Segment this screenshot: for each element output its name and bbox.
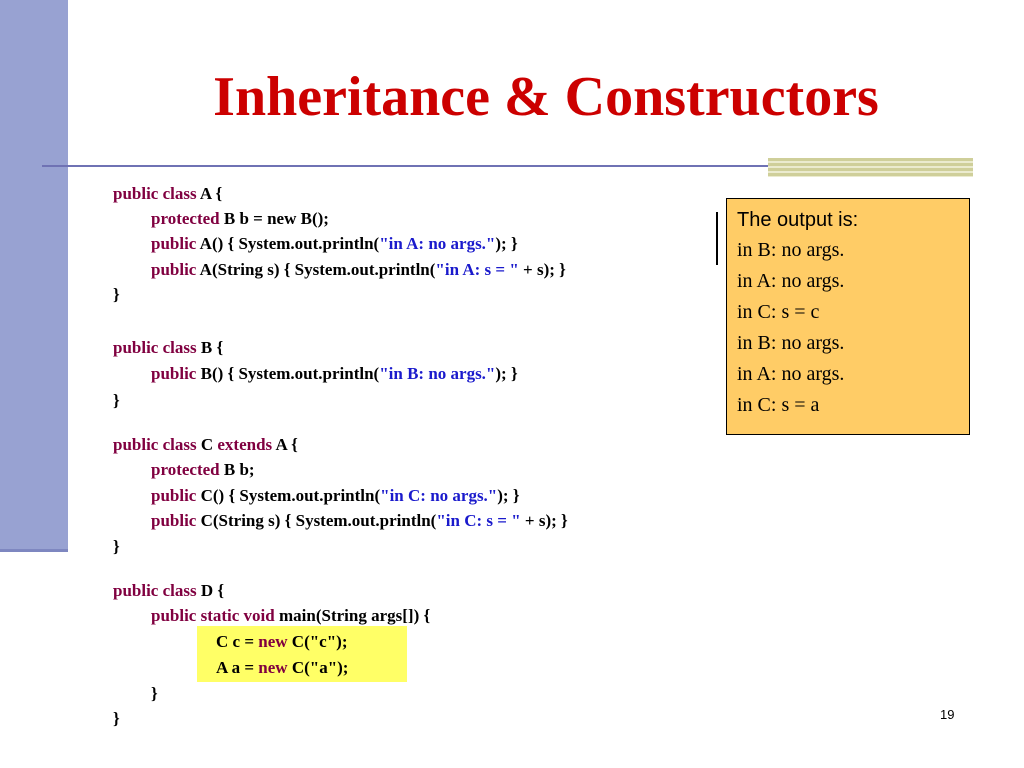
code-line-a-close: } bbox=[113, 285, 120, 304]
output-line: in B: no args. bbox=[737, 239, 845, 261]
output-line: in A: no args. bbox=[737, 270, 845, 292]
output-line: in B: no args. bbox=[737, 332, 845, 354]
code-line-c-close: } bbox=[113, 537, 120, 556]
output-line: in C: s = c bbox=[737, 301, 820, 323]
code-line-c-ctor-s: public C(String s) { System.out.println("in C: s = " + s); } bbox=[151, 511, 568, 530]
code-line-a-ctor: public A() { System.out.println("in A: no args."); } bbox=[151, 234, 518, 253]
code-line-d-main: public static void main(String args[]) { bbox=[151, 606, 431, 625]
slide-title: Inheritance & Constructors bbox=[213, 66, 879, 128]
code-line-d-decl: public class D { bbox=[113, 581, 225, 600]
code-line-a-decl: public class A { bbox=[113, 184, 223, 203]
code-line-c-field: protected B b; bbox=[151, 460, 255, 479]
callout-bracket bbox=[716, 212, 721, 265]
code-line-d-stmt1: C c = new C("c"); bbox=[216, 632, 348, 651]
code-line-b-close: } bbox=[113, 391, 120, 410]
code-line-d-close: } bbox=[113, 709, 120, 728]
code-line-b-decl: public class B { bbox=[113, 338, 224, 357]
output-box bbox=[726, 198, 970, 435]
code-line-d-stmt2: A a = new C("a"); bbox=[216, 658, 349, 677]
code-line-c-decl: public class C extends A { bbox=[113, 435, 298, 454]
output-line: in A: no args. bbox=[737, 363, 845, 385]
output-heading: The output is: bbox=[737, 209, 859, 231]
title-divider-accent bbox=[768, 158, 973, 177]
code-line-a-ctor-s: public A(String s) { System.out.println("in A: s = " + s); } bbox=[151, 260, 566, 279]
page-number: 19 bbox=[940, 707, 955, 722]
code-line-b-ctor: public B() { System.out.println("in B: no args."); } bbox=[151, 364, 518, 383]
output-line: in C: s = a bbox=[737, 394, 820, 416]
code-line-d-main-close: } bbox=[151, 684, 158, 703]
title-divider bbox=[42, 165, 782, 167]
code-line-c-ctor: public C() { System.out.println("in C: no args."); } bbox=[151, 486, 520, 505]
side-decoration-bar bbox=[0, 0, 68, 552]
code-line-a-field: protected B b = new B(); bbox=[151, 209, 329, 228]
